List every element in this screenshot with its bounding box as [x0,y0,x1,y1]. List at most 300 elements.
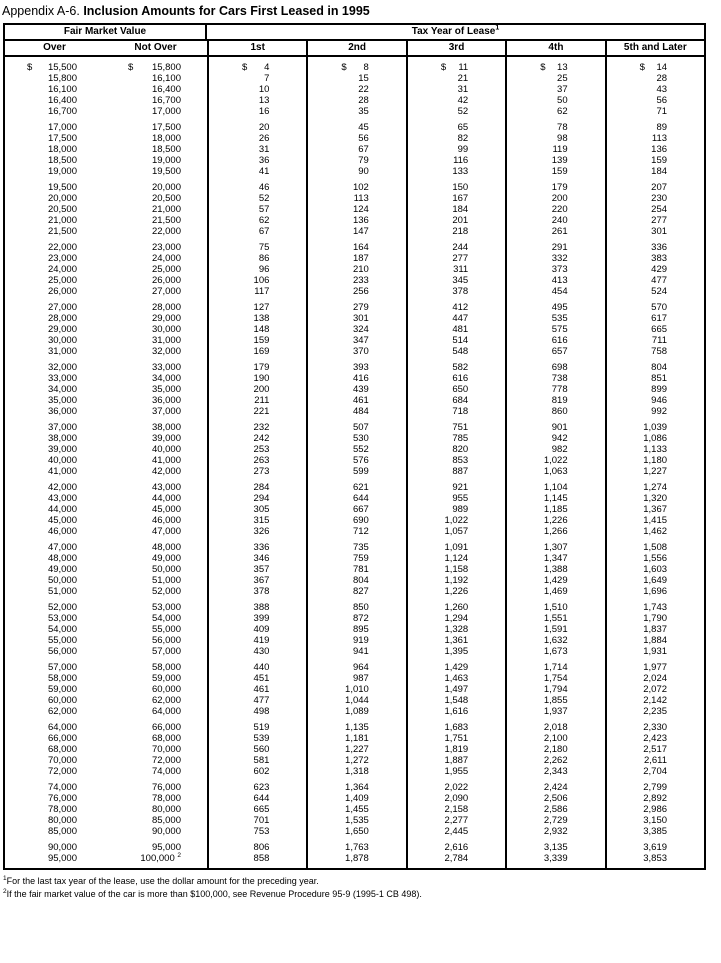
cell-value: 16,700 [47,106,77,117]
table-row [5,193,207,204]
table-cell [607,602,704,613]
table-cell [209,624,306,635]
table-cell [408,793,505,804]
cell-value: 34,000 [47,384,77,395]
row-group [408,302,505,357]
table-cell [308,204,405,215]
cell-value: 35,000 [47,395,77,406]
cell-value: 1,272 [345,755,369,766]
table-cell [209,335,306,346]
cell-value: 52 [258,193,270,204]
cell-value: 19,000 [47,166,77,177]
table-cell [607,395,704,406]
table-cell [209,662,306,673]
table-header-groups [5,25,704,41]
footnotes [3,875,721,900]
table-cell [408,706,505,717]
table-cell [308,482,405,493]
table-cell [607,766,704,777]
table-cell [104,646,207,657]
table-cell [5,842,104,853]
row-group [209,242,306,297]
cell-value: 13 [258,95,270,106]
table-row [5,384,207,395]
table-cell [209,466,306,477]
table-cell [104,564,207,575]
cell-value: 806 [253,842,270,853]
table-cell [408,684,505,695]
table-row [5,155,207,166]
cell-value: 39,000 [47,444,77,455]
cell-value: 54,000 [47,624,77,635]
cell-value: 901 [551,422,568,433]
cell-value: 28,000 [47,313,77,324]
cell-value: 20,500 [151,193,181,204]
cell-value: 439 [352,384,369,395]
cell-value: 32,000 [151,346,181,357]
table-cell [408,264,505,275]
cell-value: 1,790 [643,613,668,624]
table-cell [209,515,306,526]
table-row [5,826,207,837]
table-row [5,106,207,117]
table-row [5,84,207,95]
row-group [5,662,207,717]
table-row [5,204,207,215]
cell-value: 2,343 [543,766,568,777]
cell-value: 52,000 [151,586,181,597]
cell-value: 27,000 [47,302,77,313]
table-cell [408,166,505,177]
row-group [607,602,704,657]
footnote-2 [3,888,721,901]
row-group [607,122,704,177]
cell-value: 184 [452,204,469,215]
table-cell [209,815,306,826]
cell-value: 45 [358,122,369,133]
dollar-sign: $ [440,62,447,73]
table-cell [209,706,306,717]
table-row [5,73,207,84]
table-cell [607,133,704,144]
cell-value: 1,556 [643,553,668,564]
cell-value: 113 [651,133,668,144]
cell-value: 524 [651,286,668,297]
table-cell [5,302,104,313]
table-cell [507,155,604,166]
table-cell [104,422,207,433]
table-cell [507,744,604,755]
cell-value: 332 [551,253,568,264]
row-group [5,782,207,837]
cell-value: 66,000 [151,722,181,733]
table-cell [308,264,405,275]
table-cell [209,455,306,466]
cell-value: 184 [651,166,668,177]
row-group [408,62,505,117]
table-cell [607,673,704,684]
cell-value: 28 [656,73,668,84]
cell-value: 68,000 [47,744,77,755]
cell-value: 1,632 [543,635,568,646]
cell-value: 80,000 [151,804,181,815]
table-cell [507,182,604,193]
cell-value: 1,318 [345,766,369,777]
dollar-sign: $ [540,62,546,73]
cell-value: 59,000 [47,684,77,695]
cell-value: 409 [253,624,270,635]
table-cell [507,853,604,864]
table-cell [5,362,104,373]
table-cell [308,95,405,106]
cell-value: 96 [258,264,270,275]
table-cell [507,302,604,313]
table-cell [308,766,405,777]
cell-value: 18,500 [47,155,77,166]
table-cell [5,242,104,253]
table-cell [209,155,306,166]
table-cell [607,335,704,346]
table-cell [607,782,704,793]
cell-value: 1,022 [444,515,469,526]
cell-value: 56,000 [151,635,181,646]
table-cell [209,193,306,204]
table-cell [209,84,306,95]
table-cell [5,182,104,193]
table-cell [209,122,306,133]
cell-value: 44,000 [47,504,77,515]
cell-value: 530 [352,433,369,444]
row-group [308,122,405,177]
cell-value: 261 [551,226,568,237]
table-cell [104,155,207,166]
row-group [408,482,505,537]
table-cell [308,744,405,755]
table-cell [104,842,207,853]
cell-value: 946 [651,395,668,406]
table-cell [507,504,604,515]
cell-value: 429 [651,264,668,275]
cell-value: 3,135 [543,842,568,853]
cell-value: 738 [551,373,568,384]
cell-value: 495 [551,302,568,313]
table-row [5,406,207,417]
row-group [607,242,704,297]
cell-value: 40,000 [47,455,77,466]
table-body [5,57,704,868]
cell-value: 52,000 [47,602,77,613]
cell-value: 477 [253,695,270,706]
table-cell [308,782,405,793]
table-cell [104,84,207,95]
table-cell [607,662,704,673]
table-cell [5,744,104,755]
cell-value: 16,100 [151,73,181,84]
cell-value: 75 [258,242,270,253]
cell-value: 53,000 [47,613,77,624]
table-cell [308,182,405,193]
cell-value: 2,445 [444,826,469,837]
cell-value: 13 [557,62,568,73]
table-cell [507,324,604,335]
table-cell [607,515,704,526]
row-group [408,602,505,657]
cell-value: 535 [551,313,568,324]
row-group [408,662,505,717]
row-group [5,722,207,777]
table-cell [507,766,604,777]
table-cell [308,673,405,684]
table-row [5,564,207,575]
table-cell [209,493,306,504]
table-cell [607,613,704,624]
table-cell [308,275,405,286]
row-group [607,62,704,117]
cell-value: 76,000 [151,782,181,793]
table-cell [209,826,306,837]
cell-value: 136 [352,215,369,226]
table-row [5,395,207,406]
table-cell [209,842,306,853]
table-cell [5,706,104,717]
cell-value: 2,423 [643,733,668,744]
table-cell [507,646,604,657]
row-group [607,362,704,417]
table-cell [408,122,505,133]
cell-value: 19,500 [47,182,77,193]
table-cell [5,286,104,297]
cell-value: 1,429 [543,575,568,586]
table-cell [308,253,405,264]
table-row [5,684,207,695]
row-group [507,722,604,777]
cell-value: 25,000 [151,264,181,275]
table-cell [308,302,405,313]
cell-value: 1,180 [643,455,668,466]
table-row [5,444,207,455]
cell-value: 989 [452,504,469,515]
cell-value: 51,000 [151,575,181,586]
cell-value: 454 [551,286,568,297]
table-cell [209,433,306,444]
cell-value: 220 [551,204,568,215]
cell-value: 2,892 [643,793,668,804]
table-cell [209,286,306,297]
table-cell [209,204,306,215]
cell-value: 37,000 [151,406,181,417]
table-cell [104,504,207,515]
cell-value: 70,000 [151,744,181,755]
table-cell [104,384,207,395]
table-cell [308,406,405,417]
table-cell [607,62,704,73]
row-group [607,662,704,717]
table-cell [104,755,207,766]
cell-value: 74,000 [151,766,181,777]
table-cell [507,575,604,586]
cell-value: 388 [253,602,270,613]
cell-value: 59,000 [151,673,181,684]
table-row [5,455,207,466]
cell-value: 55,000 [151,624,181,635]
table-cell [507,433,604,444]
inclusion-amounts-table [3,23,706,870]
cell-value: 49,000 [47,564,77,575]
table-cell [104,635,207,646]
table-cell [5,662,104,673]
table-cell [104,226,207,237]
cell-value: 1,158 [444,564,469,575]
table-cell [209,144,306,155]
table-cell [607,264,704,275]
cell-value: 1,497 [444,684,469,695]
table-cell [5,335,104,346]
cell-value: 1,548 [444,695,469,706]
cell-value: 139 [551,155,568,166]
table-cell [104,553,207,564]
cell-value: 159 [253,335,270,346]
dollar-sign: $ [341,62,347,73]
cell-value: 18,000 [151,133,181,144]
cell-value: 324 [352,324,369,335]
cell-value: 3,385 [643,826,668,837]
cell-value: 24,000 [151,253,181,264]
cell-value: 1,696 [643,586,668,597]
col-header-over: Over [43,42,66,53]
row-group [209,302,306,357]
cell-value: 27,000 [151,286,181,297]
cell-value: 1,307 [543,542,568,553]
cell-value: 778 [551,384,568,395]
row-group [507,662,604,717]
cell-value: 42,000 [47,482,77,493]
table-cell [308,804,405,815]
table-cell [408,422,505,433]
table-cell [507,204,604,215]
table-row [5,662,207,673]
cell-value: 31,000 [151,335,181,346]
row-group [607,422,704,477]
table-row [5,575,207,586]
header-fair-market-value [5,25,207,39]
cell-value: 20,000 [47,193,77,204]
table-cell [607,95,704,106]
cell-value: 804 [651,362,668,373]
cell-value: 133 [452,166,469,177]
cell-value: 690 [352,515,369,526]
table-cell [5,493,104,504]
cell-value: 1,409 [345,793,369,804]
table-cell [104,466,207,477]
cell-value: 851 [651,373,668,384]
cell-value: 345 [452,275,469,286]
table-cell [507,335,604,346]
table-cell [308,84,405,95]
table-cell [308,215,405,226]
table-cell [408,564,505,575]
row-group [507,122,604,177]
table-cell [607,744,704,755]
table-cell [5,553,104,564]
cell-value: 1,508 [643,542,668,553]
cell-value: 100,000 $^2$ [140,851,181,864]
row-group [507,362,604,417]
cell-value: 90 [358,166,369,177]
cell-value: 16,700 [151,95,181,106]
table-cell [408,482,505,493]
row-group [507,182,604,237]
table-cell [209,853,306,864]
table-cell [408,504,505,515]
cell-value: 315 [253,515,270,526]
table-cell [308,193,405,204]
table-cell [408,406,505,417]
table-cell [408,433,505,444]
table-cell [607,362,704,373]
cell-value: 1,415 [643,515,668,526]
table-cell [104,242,207,253]
cell-value: 85,000 [151,815,181,826]
cell-value: 1,039 [643,422,668,433]
cell-value: 43,000 [151,482,181,493]
cell-value: 570 [651,302,668,313]
cell-value: 301 [352,313,369,324]
cell-value: 2,506 [543,793,568,804]
cell-value: 66,000 [47,733,77,744]
row-group [408,542,505,597]
cell-value: 211 [254,395,270,406]
row-group [507,602,604,657]
table-cell [607,482,704,493]
table-cell [507,635,604,646]
table-cell [209,635,306,646]
table-cell [5,264,104,275]
cell-value: 41 [258,166,270,177]
cell-value: 17,000 [151,106,181,117]
cell-value: 21,000 [47,215,77,226]
row-group [209,362,306,417]
cell-value: 887 [452,466,469,477]
cell-value: 277 [651,215,668,226]
table-cell [507,313,604,324]
table-row [5,804,207,815]
row-group [5,422,207,477]
table-cell [104,515,207,526]
cell-value: 2,277 [444,815,469,826]
table-cell [607,575,704,586]
cell-value: 102 [352,182,369,193]
table-cell [209,242,306,253]
table-cell [104,144,207,155]
row-group [209,542,306,597]
table-cell [507,226,604,237]
cell-value: 1,591 [543,624,568,635]
cell-value: 65 [457,122,469,133]
cell-value: 79 [358,155,369,166]
cell-value: 1,124 [444,553,469,564]
cell-value: 36,000 [47,406,77,417]
cell-value: 72,000 [47,766,77,777]
cell-value: 14 [656,62,668,73]
cell-value: 1,616 [444,706,469,717]
table-cell [209,722,306,733]
table-cell [607,275,704,286]
cell-value: 1,022 [543,455,568,466]
row-group [5,242,207,297]
table-cell [5,564,104,575]
table-cell [5,395,104,406]
cell-value: 576 [352,455,369,466]
